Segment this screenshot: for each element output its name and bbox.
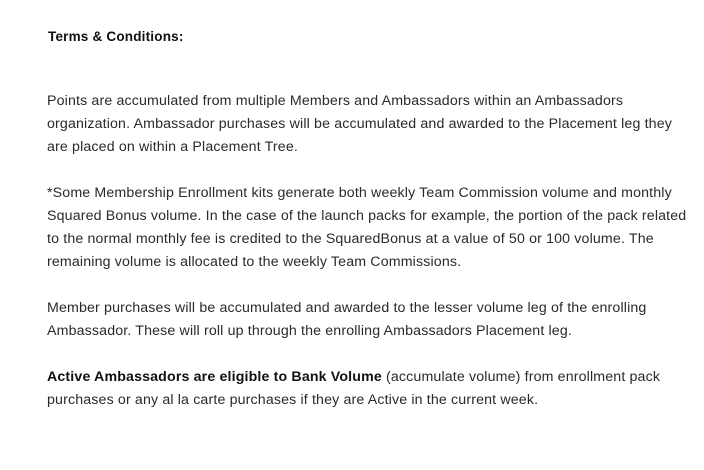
terms-section (47, 0, 687, 412)
member-purchases-paragraph: Member purchases will be accumulated and awarded to the lesser volume leg of the enrolling Ambassador. These will roll up through the enrolling Ambassadors Placement leg. (47, 300, 647, 339)
bank-volume-paragraph (47, 366, 687, 412)
terms-heading: Terms & Conditions: (48, 29, 184, 44)
bank-volume-emphasis: Active Ambassadors are eligible to Bank Volume (47, 369, 382, 385)
bank-volume-text: (accumulate volume) from enrollment pack purchases or any al la carte purchases if they are Active in the current week. (47, 369, 661, 408)
enrollment-kits-paragraph: *Some Membership Enrollment kits generate both weekly Team Commission volume and monthly Squared Bonus volume. In the case of the launch packs for example, the portion of the pack related to the normal monthly fee is credited to the SquaredBonus at a value of 50 or 100 volume. The remaining volume is allocated to the weekly Team Commissions. (47, 185, 687, 270)
points-accumulation-paragraph: Points are accumulated from multiple Members and Ambassadors within an Ambassadors organization. Ambassador purchases will be accumulated and awarded to the Placement leg they are placed on within a Placement Tree. (47, 93, 673, 155)
